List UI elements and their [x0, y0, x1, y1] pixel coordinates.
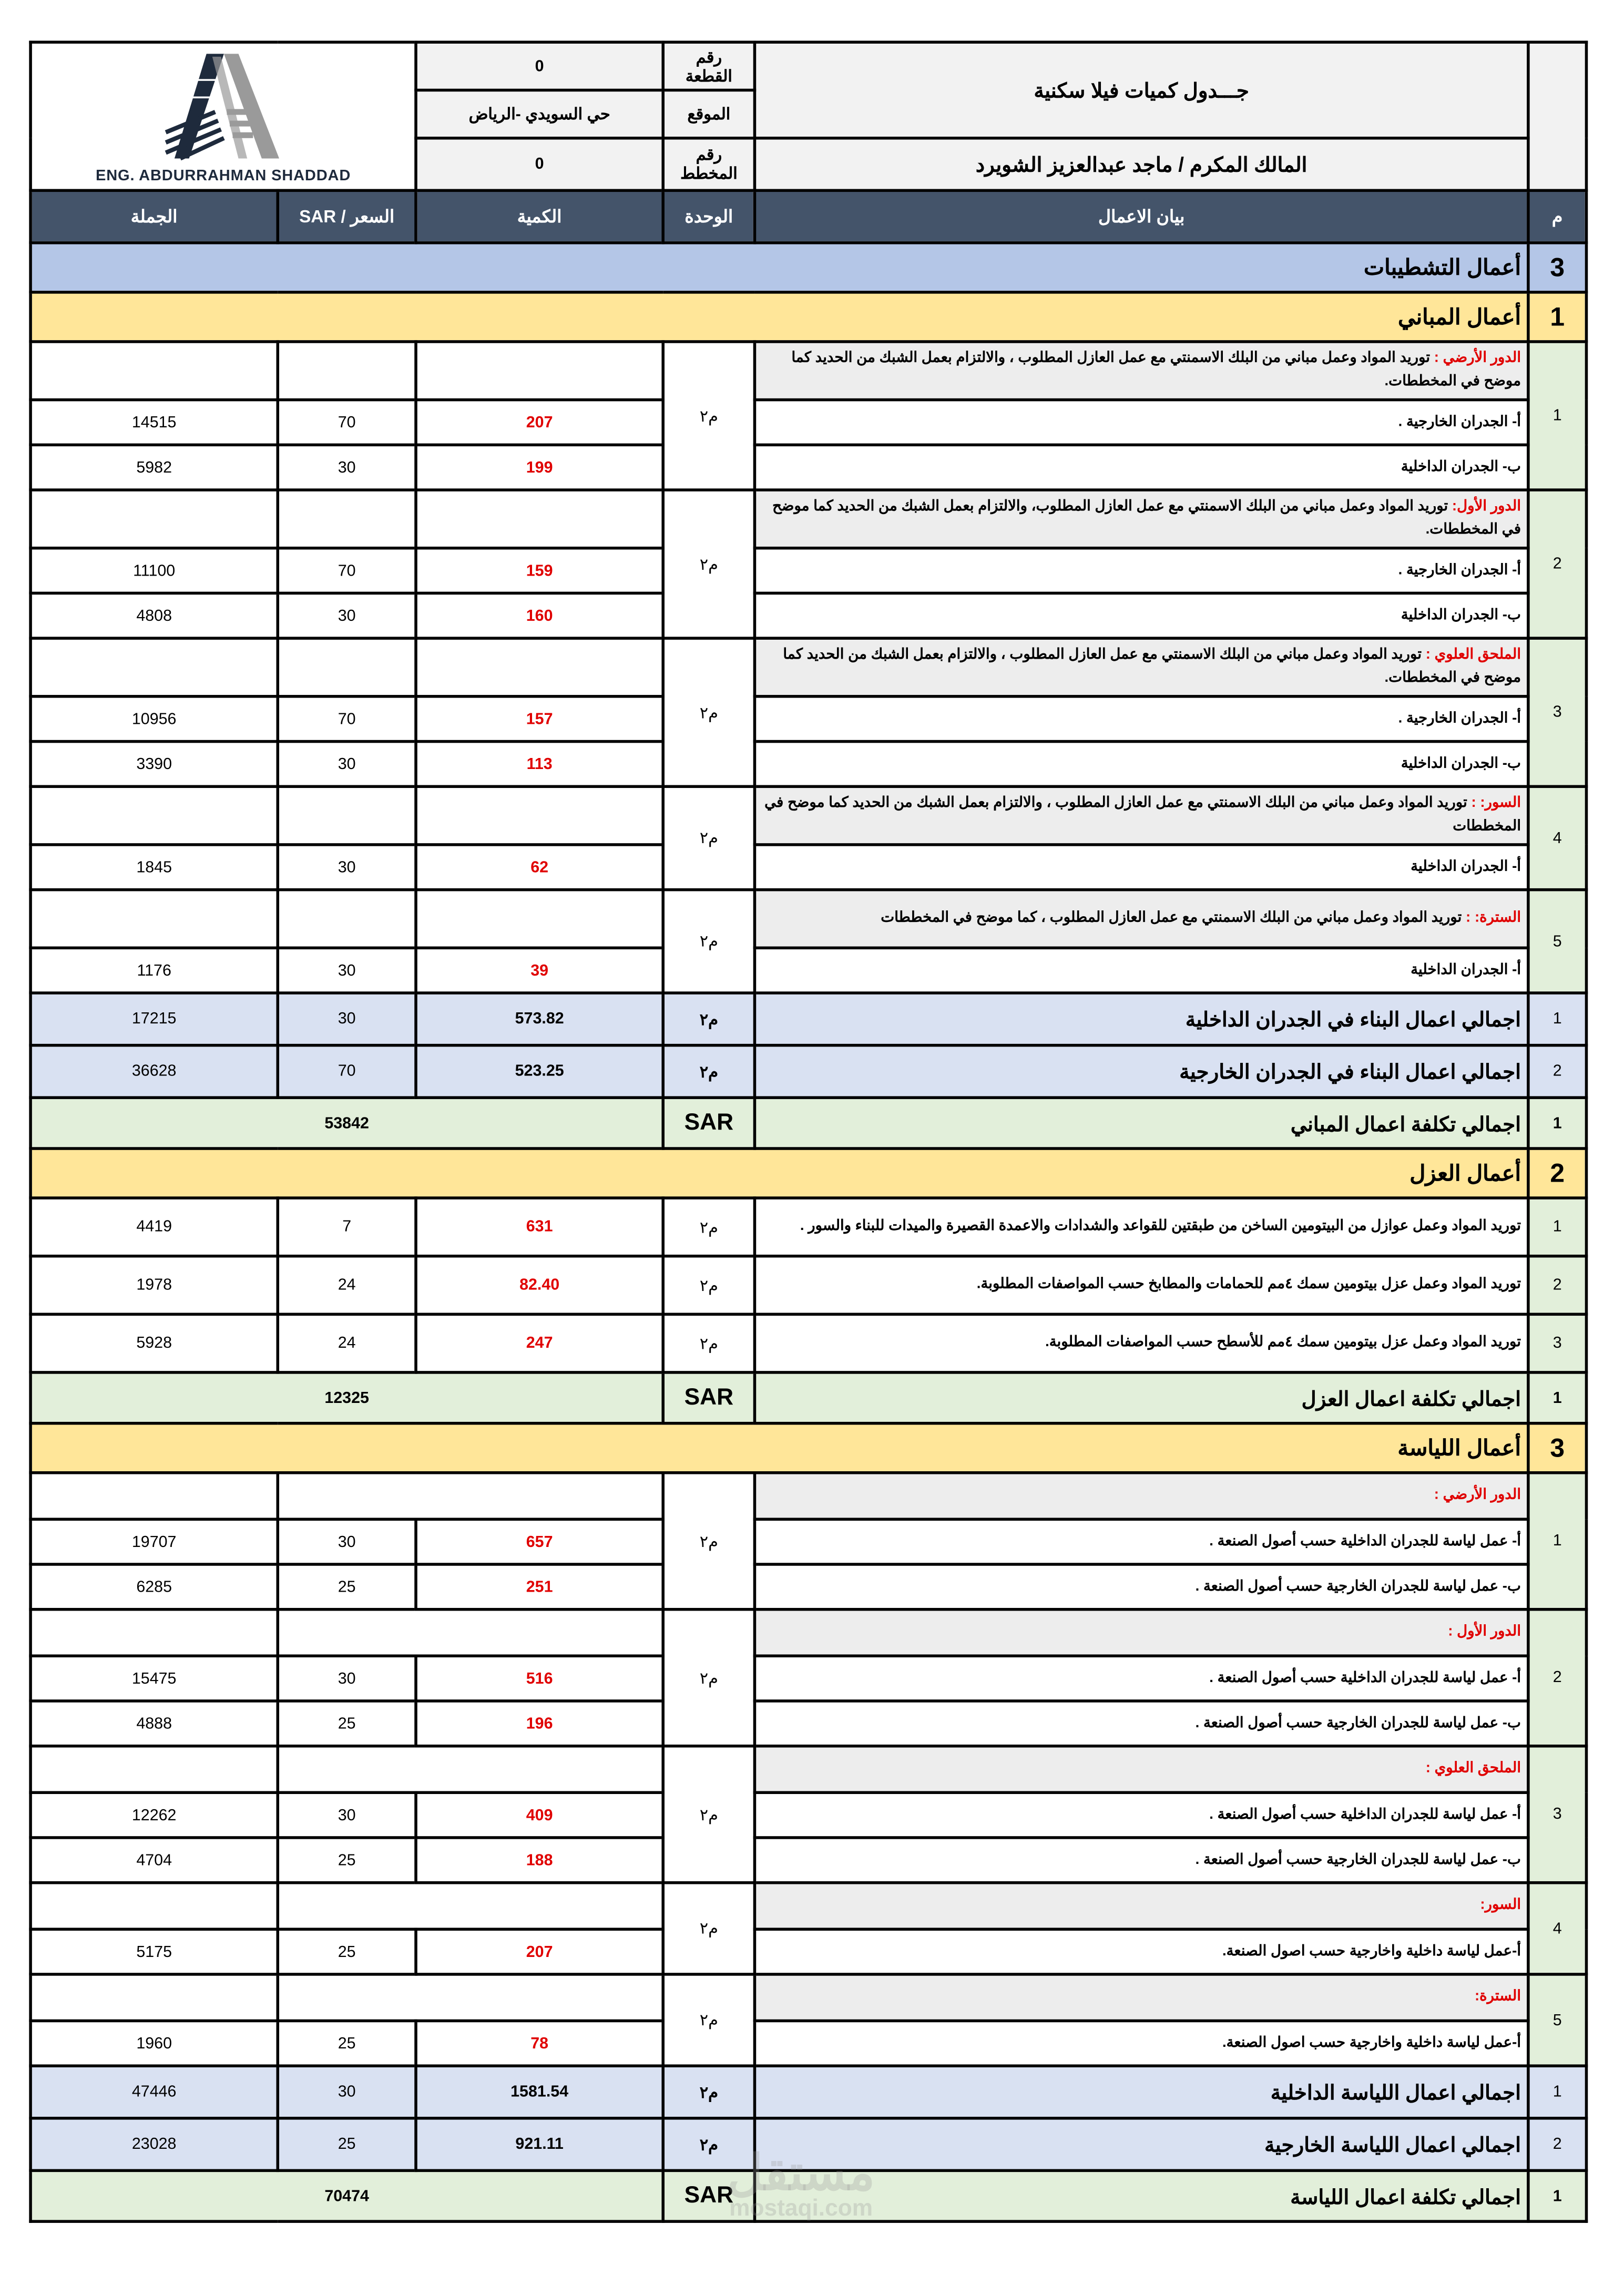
- item-header-row: [30, 1610, 1586, 1656]
- section-number: 3: [1528, 243, 1587, 292]
- quantity: 247: [416, 1314, 663, 1372]
- empty-cell: [30, 342, 278, 400]
- column-headers: [30, 190, 1586, 243]
- unit-cell: م٢: [663, 1746, 754, 1883]
- col-no: م: [1528, 190, 1587, 243]
- item-header-row: [30, 786, 1586, 845]
- section-row: [30, 243, 1586, 292]
- subtotal-row: [30, 2066, 1586, 2118]
- location-label: الموقع: [663, 90, 754, 138]
- unit-cell: م٢: [663, 786, 754, 889]
- line-total: 5982: [30, 445, 278, 490]
- section-title: أعمال التشطيبات: [30, 243, 1528, 292]
- quantity: 113: [416, 742, 663, 787]
- line-total: 5928: [30, 1314, 278, 1372]
- unit-cell: م٢: [663, 1974, 754, 2066]
- currency: SAR: [663, 2170, 754, 2221]
- section-cost-row: [30, 1372, 1586, 1423]
- line-total: 4888: [30, 1701, 278, 1746]
- col-unit: الوحدة: [663, 190, 754, 243]
- quantity: 409: [416, 1792, 663, 1838]
- item-number: 2: [1528, 490, 1587, 638]
- unit-price: 24: [278, 1256, 416, 1315]
- unit-cell: م٢: [663, 342, 754, 490]
- unit-price: 70: [278, 400, 416, 445]
- cost-total: 53842: [30, 1098, 663, 1149]
- line-total: 1176: [30, 948, 278, 993]
- line-total: 1978: [30, 1256, 278, 1315]
- unit-cell: م٢: [663, 1883, 754, 1974]
- item-row: [30, 1314, 1586, 1372]
- item-number: 4: [1528, 1883, 1587, 1974]
- quantity: 251: [416, 1564, 663, 1610]
- unit-price: 30: [278, 993, 416, 1046]
- unit-price: 70: [278, 696, 416, 742]
- line-item-row: [30, 548, 1586, 593]
- quantity: 657: [416, 1519, 663, 1564]
- item-text: توريد المواد وعمل مباني من البلك الاسمنتي مع عمل العازل المطلوب ، والالتزام بعمل الشبك من الحديد كما موضح في المخططات.: [783, 647, 1521, 686]
- quantity: 78: [416, 2021, 663, 2066]
- item-description: [754, 490, 1528, 548]
- unit-price: 30: [278, 593, 416, 638]
- item-description: [754, 786, 1528, 845]
- line-item-row: [30, 400, 1586, 445]
- line-total: 11100: [30, 548, 278, 593]
- item-number: 2: [1528, 1256, 1587, 1315]
- watermark: مستقل mostaqi.com: [727, 2146, 875, 2222]
- line-description: أ- عمل لياسة للجدران الداخلية حسب أصول الصنعة .: [754, 1792, 1528, 1838]
- unit-price: 30: [278, 1519, 416, 1564]
- empty-cell: [278, 1610, 663, 1656]
- item-header-row: [30, 490, 1586, 548]
- subtotal-amount: 23028: [30, 2118, 278, 2171]
- item-header-row: [30, 1473, 1586, 1520]
- line-item-row: [30, 2021, 1586, 2066]
- line-description: ب- عمل لياسة للجدران الخارجية حسب أصول الصنعة .: [754, 1838, 1528, 1883]
- logo-a-icon: [121, 51, 325, 167]
- empty-cell: [30, 638, 278, 696]
- item-header-row: [30, 342, 1586, 400]
- item-text: توريد المواد وعمل مباني من البلك الاسمنتي مع عمل العازل المطلوب ، كما موضح في المخططات: [881, 910, 1462, 926]
- line-description: أ- عمل لياسة للجدران الداخلية حسب أصول الصنعة .: [754, 1519, 1528, 1564]
- item-text: توريد المواد وعمل مباني من البلك الاسمنتي مع عمل العازل المطلوب ، والالتزام بعمل الشبك من الحديد كما موضح في المخططات.: [791, 350, 1521, 390]
- section-title: أعمال اللياسة: [30, 1423, 1528, 1473]
- plot-value: 0: [416, 42, 663, 90]
- line-total: 1960: [30, 2021, 278, 2066]
- quantity: 62: [416, 845, 663, 890]
- subtotal-number: 2: [1528, 2118, 1587, 2171]
- item-description: [754, 342, 1528, 400]
- empty-cell: [30, 1974, 278, 2021]
- col-desc: بيان الاعمال: [754, 190, 1528, 243]
- col-qty: الكمية: [416, 190, 663, 243]
- item-number: 1: [1528, 1473, 1587, 1610]
- subtotal-amount: 17215: [30, 993, 278, 1046]
- unit-price: 25: [278, 1701, 416, 1746]
- unit-cell: م٢: [663, 1473, 754, 1610]
- unit-cell: م٢: [663, 490, 754, 638]
- cost-label: اجمالي تكلفة اعمال المباني: [754, 1098, 1528, 1149]
- subtotal-row: [30, 1046, 1586, 1098]
- quantity: 207: [416, 400, 663, 445]
- item-description: [754, 1883, 1528, 1930]
- quantity: 159: [416, 548, 663, 593]
- line-description: أ- الجدران الداخلية: [754, 948, 1528, 993]
- item-number: 5: [1528, 890, 1587, 993]
- item-header-row: [30, 1746, 1586, 1793]
- quantity: 196: [416, 1701, 663, 1746]
- subtotal-quantity: 1581.54: [416, 2066, 663, 2118]
- quantity: 199: [416, 445, 663, 490]
- line-item-row: [30, 445, 1586, 490]
- line-description: أ- عمل لياسة للجدران الداخلية حسب أصول الصنعة .: [754, 1656, 1528, 1701]
- line-total: 4704: [30, 1838, 278, 1883]
- empty-cell: [278, 638, 416, 696]
- cost-total: 12325: [30, 1372, 663, 1423]
- floor-label: الدور الأول:: [1448, 498, 1521, 515]
- floor-label: الملحق العلوي :: [1425, 1760, 1521, 1777]
- unit-price: 30: [278, 1656, 416, 1701]
- unit-cell: م٢: [663, 1314, 754, 1372]
- line-description: أ-عمل لياسة داخلية واخارجية حسب اصول الصنعة.: [754, 2021, 1528, 2066]
- quantity: 207: [416, 1929, 663, 1974]
- line-description: أ- الجدران الخارجية .: [754, 400, 1528, 445]
- item-description: [754, 890, 1528, 948]
- line-item-row: [30, 1838, 1586, 1883]
- plan-value: 0: [416, 138, 663, 191]
- unit-price: 24: [278, 1314, 416, 1372]
- item-header-row: [30, 890, 1586, 948]
- line-item-row: [30, 1929, 1586, 1974]
- quantity: 631: [416, 1198, 663, 1256]
- quantity: 160: [416, 593, 663, 638]
- unit-price: 70: [278, 1046, 416, 1098]
- unit-price: 30: [278, 445, 416, 490]
- line-item-row: [30, 1656, 1586, 1701]
- line-item-row: [30, 696, 1586, 742]
- unit-cell: م٢: [663, 890, 754, 993]
- item-number: 2: [1528, 1610, 1587, 1746]
- empty-cell: [278, 1473, 663, 1520]
- line-total: 14515: [30, 400, 278, 445]
- unit-cell: م٢: [663, 1256, 754, 1315]
- line-description: أ- الجدران الخارجية .: [754, 696, 1528, 742]
- quantity: 157: [416, 696, 663, 742]
- unit-price: 30: [278, 2066, 416, 2118]
- empty-cell: [416, 490, 663, 548]
- cost-label: اجمالي تكلفة اعمال اللياسة: [754, 2170, 1528, 2221]
- subtotal-label: اجمالي اعمال اللياسة الخارجية: [754, 2118, 1528, 2171]
- subtotal-number: 1: [1528, 2066, 1587, 2118]
- empty-cell: [278, 342, 416, 400]
- floor-label: السور:: [1480, 1897, 1521, 1913]
- line-description: ب- عمل لياسة للجدران الخارجية حسب أصول الصنعة .: [754, 1564, 1528, 1610]
- unit-cell: م٢: [663, 2066, 754, 2118]
- empty-cell: [416, 638, 663, 696]
- floor-label: الدور الأرضي :: [1430, 350, 1521, 366]
- item-text: توريد المواد وعمل مباني من البلك الاسمنتي مع عمل العازل المطلوب ، والالتزام بعمل الشبك من الحديد كما موضح في المخططات: [764, 795, 1521, 835]
- subtotal-quantity: 573.82: [416, 993, 663, 1046]
- empty-cell: [416, 342, 663, 400]
- line-total: 4419: [30, 1198, 278, 1256]
- line-item-row: [30, 593, 1586, 638]
- subtotal-quantity: 523.25: [416, 1046, 663, 1098]
- section-cost-row: [30, 1098, 1586, 1149]
- plot-label: رقم القطعة: [663, 42, 754, 90]
- item-description: [754, 1746, 1528, 1793]
- line-description: ب- الجدران الداخلية: [754, 593, 1528, 638]
- line-description: ب- عمل لياسة للجدران الخارجية حسب أصول الصنعة .: [754, 1701, 1528, 1746]
- section-row: [30, 292, 1586, 342]
- subtotal-amount: 36628: [30, 1046, 278, 1098]
- line-total: 5175: [30, 1929, 278, 1974]
- header-blank: [1528, 42, 1587, 190]
- cost-label: اجمالي تكلفة اعمال العزل: [754, 1372, 1528, 1423]
- empty-cell: [278, 1974, 663, 2021]
- location-value: حي السويدي -الرياض: [416, 90, 663, 138]
- unit-cell: م٢: [663, 1610, 754, 1746]
- floor-label: الملحق العلوي :: [1422, 647, 1521, 663]
- line-item-row: [30, 1564, 1586, 1610]
- item-description: [754, 1974, 1528, 2021]
- unit-price: 25: [278, 1929, 416, 1974]
- floor-label: السترة: :: [1462, 910, 1521, 926]
- empty-cell: [416, 890, 663, 948]
- line-total: 10956: [30, 696, 278, 742]
- line-total: 1845: [30, 845, 278, 890]
- item-description: [754, 1610, 1528, 1656]
- section-title: أعمال المباني: [30, 292, 1528, 342]
- item-header-row: [30, 1974, 1586, 2021]
- item-number: 3: [1528, 1314, 1587, 1372]
- line-description: ب- الجدران الداخلية: [754, 445, 1528, 490]
- line-total: 12262: [30, 1792, 278, 1838]
- section-row: [30, 1149, 1586, 1198]
- owner-name: المالك المكرم / ماجد عبدالعزيز الشويرد: [754, 138, 1528, 191]
- line-description: أ-عمل لياسة داخلية واخارجية حسب اصول الصنعة.: [754, 1929, 1528, 1974]
- item-number: 3: [1528, 1746, 1587, 1883]
- item-row: [30, 1198, 1586, 1256]
- item-number: 4: [1528, 786, 1587, 889]
- line-total: 4808: [30, 593, 278, 638]
- empty-cell: [30, 1746, 278, 1793]
- line-item-row: [30, 1792, 1586, 1838]
- section-title: أعمال العزل: [30, 1149, 1528, 1198]
- line-total: 3390: [30, 742, 278, 787]
- item-text: توريد المواد وعمل مباني من البلك الاسمنتي مع عمل العازل المطلوب، والالتزام بعمل الشبك من الحديد كما موضح في المخططات.: [772, 498, 1521, 538]
- section-number: 1: [1528, 292, 1587, 342]
- unit-price: 25: [278, 2118, 416, 2171]
- item-description: توريد المواد وعمل عزل بيتومين سمك ٤مم للحمامات والمطابخ حسب المواصفات المطلوبة.: [754, 1256, 1528, 1315]
- item-row: [30, 1256, 1586, 1315]
- floor-label: السور: :: [1467, 795, 1521, 812]
- item-number: 5: [1528, 1974, 1587, 2066]
- unit-cell: م٢: [663, 1198, 754, 1256]
- line-item-row: [30, 845, 1586, 890]
- floor-label: الدور الأول :: [1448, 1624, 1521, 1640]
- quantity: 188: [416, 1838, 663, 1883]
- unit-price: 70: [278, 548, 416, 593]
- line-item-row: [30, 1519, 1586, 1564]
- empty-cell: [30, 1883, 278, 1930]
- currency: SAR: [663, 1098, 754, 1149]
- unit-price: 30: [278, 948, 416, 993]
- line-description: أ- الجدران الخارجية .: [754, 548, 1528, 593]
- subtotal-quantity: 921.11: [416, 2118, 663, 2171]
- item-description: توريد المواد وعمل عزل بيتومين سمك ٤مم للأسطح حسب المواصفات المطلوبة.: [754, 1314, 1528, 1372]
- plan-label: رقم المخطط: [663, 138, 754, 191]
- empty-cell: [278, 786, 416, 845]
- subtotal-number: 2: [1528, 1046, 1587, 1098]
- empty-cell: [278, 1746, 663, 1793]
- unit-price: 30: [278, 1792, 416, 1838]
- empty-cell: [30, 490, 278, 548]
- line-description: أ- الجدران الداخلية: [754, 845, 1528, 890]
- cost-total: 70474: [30, 2170, 663, 2221]
- unit-price: 25: [278, 1564, 416, 1610]
- line-item-row: [30, 1701, 1586, 1746]
- col-price: السعر / SAR: [278, 190, 416, 243]
- item-number: 3: [1528, 638, 1587, 786]
- item-description: [754, 1473, 1528, 1520]
- floor-label: الدور الأرضي :: [1434, 1487, 1521, 1503]
- line-total: 15475: [30, 1656, 278, 1701]
- line-item-row: [30, 948, 1586, 993]
- unit-cell: م٢: [663, 1046, 754, 1098]
- subtotal-number: 1: [1528, 993, 1587, 1046]
- logo-text: ENG. ABDURRAHMAN SHADDAD: [96, 167, 351, 185]
- unit-price: 30: [278, 845, 416, 890]
- line-total: 6285: [30, 1564, 278, 1610]
- unit-cell: م٢: [663, 2118, 754, 2171]
- section-row: [30, 1423, 1586, 1473]
- line-total: 19707: [30, 1519, 278, 1564]
- empty-cell: [278, 890, 416, 948]
- item-description: [754, 638, 1528, 696]
- unit-price: 7: [278, 1198, 416, 1256]
- subtotal-label: اجمالي اعمال اللياسة الداخلية: [754, 2066, 1528, 2118]
- unit-price: 25: [278, 2021, 416, 2066]
- subtotal-label: اجمالي اعمال البناء في الجدران الخارجية: [754, 1046, 1528, 1098]
- line-description: ب- الجدران الداخلية: [754, 742, 1528, 787]
- item-description: توريد المواد وعمل عوازل من البيتومين الساخن من طبقتين للقواعد والشدادات والاعمدة القصيرة والميدات للبناء والسور .: [754, 1198, 1528, 1256]
- cost-number: 1: [1528, 1098, 1587, 1149]
- empty-cell: [278, 490, 416, 548]
- unit-cell: م٢: [663, 993, 754, 1046]
- unit-price: 30: [278, 742, 416, 787]
- section-number: 3: [1528, 1423, 1587, 1473]
- line-item-row: [30, 742, 1586, 787]
- document-title: جـــدول كميات فيلا سكنية: [754, 42, 1528, 138]
- quantity: 516: [416, 1656, 663, 1701]
- item-number: 1: [1528, 1198, 1587, 1256]
- logo: [30, 42, 416, 190]
- empty-cell: [30, 890, 278, 948]
- currency: SAR: [663, 1372, 754, 1423]
- empty-cell: [416, 786, 663, 845]
- floor-label: السترة:: [1474, 1988, 1521, 2005]
- cost-number: 1: [1528, 1372, 1587, 1423]
- cost-number: 1: [1528, 2170, 1587, 2221]
- unit-price: 25: [278, 1838, 416, 1883]
- item-number: 1: [1528, 342, 1587, 490]
- empty-cell: [30, 1473, 278, 1520]
- subtotal-amount: 47446: [30, 2066, 278, 2118]
- empty-cell: [30, 786, 278, 845]
- unit-cell: م٢: [663, 638, 754, 786]
- empty-cell: [30, 1610, 278, 1656]
- section-number: 2: [1528, 1149, 1587, 1198]
- col-total: الجملة: [30, 190, 278, 243]
- subtotal-row: [30, 993, 1586, 1046]
- item-header-row: [30, 1883, 1586, 1930]
- boq-table: [29, 40, 1588, 2222]
- subtotal-label: اجمالي اعمال البناء في الجدران الداخلية: [754, 993, 1528, 1046]
- empty-cell: [278, 1883, 663, 1930]
- quantity: 82.40: [416, 1256, 663, 1315]
- item-header-row: [30, 638, 1586, 696]
- quantity: 39: [416, 948, 663, 993]
